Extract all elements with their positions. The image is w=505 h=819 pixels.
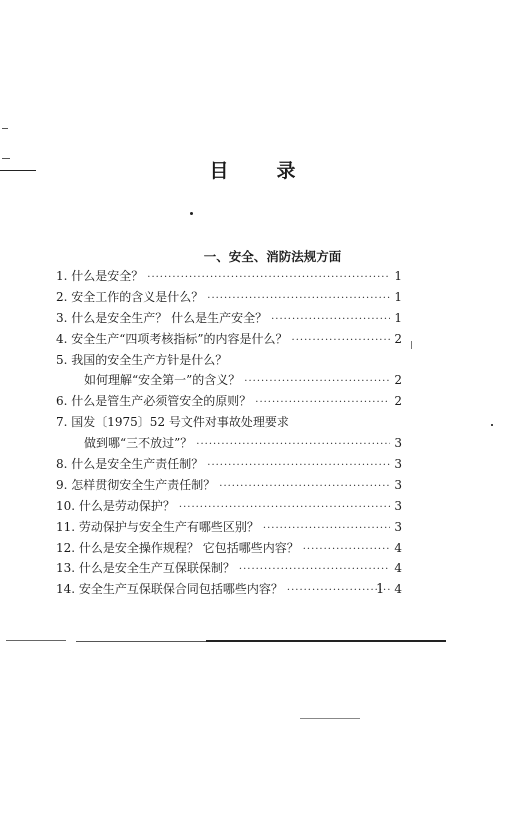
toc-entry[interactable] [56, 287, 402, 308]
toc-entry-page: 2 [394, 394, 402, 409]
toc-entry-page: 3 [394, 519, 402, 534]
toc-entry-page: 1 [394, 289, 402, 304]
toc-entry-label: 12. 什么是安全操作规程？ 它包括哪些内容？ [56, 540, 299, 555]
dot-leader [207, 456, 390, 477]
dot-leader [292, 331, 390, 352]
toc-entry-page: 4 [394, 540, 402, 555]
page-title-char-1: 目 [209, 160, 229, 182]
dot-leader [179, 498, 390, 519]
toc-entry-page: 1 [394, 269, 402, 283]
toc-entry-label: 5. 我国的安全生产方针是什么？ [56, 352, 228, 367]
dot-leader [196, 435, 390, 456]
toc-entry[interactable] [56, 412, 402, 433]
toc-entry[interactable] [56, 266, 402, 287]
scan-rule-1 [6, 640, 66, 641]
dot-leader [303, 540, 390, 561]
toc-entry[interactable] [56, 579, 402, 600]
dot-leader [271, 310, 390, 331]
page-number: 1 [376, 582, 385, 597]
scan-mark-right-2 [491, 424, 493, 426]
scan-rule-3 [206, 640, 446, 642]
toc-entry[interactable] [56, 308, 402, 329]
toc-entry-label: 做到哪“三不放过”？ [84, 436, 193, 451]
dot-leader [263, 519, 390, 540]
toc-entry[interactable] [56, 454, 402, 475]
toc-entry[interactable] [56, 350, 402, 371]
toc-entry[interactable] [56, 538, 402, 559]
toc-entry-page: 4 [394, 582, 402, 597]
toc-entry-page: 3 [394, 457, 402, 472]
scan-dot [190, 212, 193, 215]
dot-leader [239, 560, 390, 581]
page-title [0, 156, 505, 183]
toc-entry-label: 8. 什么是安全生产责任制？ [56, 457, 204, 472]
toc-entry-label: 4. 安全生产“四项考核指标”的内容是什么？ [56, 331, 288, 346]
dot-leader [207, 289, 390, 310]
toc-entry-continuation[interactable] [56, 370, 402, 391]
toc-entry-page: 3 [394, 436, 402, 451]
toc-entry[interactable] [56, 517, 402, 538]
toc-entry-label: 3. 什么是安全生产？ 什么是生产安全？ [56, 310, 268, 325]
dot-leader [219, 477, 390, 498]
dot-leader [147, 268, 390, 289]
toc-entry-label: 13. 什么是安全生产互保联保制？ [56, 561, 235, 576]
page-title-char-2: 录 [276, 160, 296, 182]
dot-leader [287, 581, 390, 602]
scan-rule-2 [76, 641, 206, 642]
toc-entry[interactable] [56, 496, 402, 517]
toc-entry-label: 9. 怎样贯彻安全生产责任制？ [56, 477, 216, 492]
toc-entry[interactable] [56, 558, 402, 579]
toc-entry-label: 10. 什么是劳动保护？ [56, 498, 175, 513]
scan-mark-left-1 [2, 128, 8, 129]
toc-entry-page: 3 [394, 498, 402, 513]
dot-leader [255, 393, 390, 414]
toc-entry-label: 7. 国发〔1975〕52 号文件对事故处理要求 [56, 415, 289, 430]
toc-entry-label: 6. 什么是管生产必须管安全的原则？ [56, 394, 252, 409]
toc-entry-continuation[interactable] [56, 433, 402, 454]
toc-entry[interactable] [56, 391, 402, 412]
toc-entry-page: 2 [394, 373, 402, 388]
toc-entry-label: 如何理解“安全第一”的含义？ [84, 373, 241, 388]
scan-rule-4 [300, 718, 360, 719]
toc-entry-label: 1. 什么是安全？ [56, 269, 144, 283]
toc-entry[interactable] [56, 475, 402, 496]
toc-entry-page: 4 [394, 561, 402, 576]
toc-entry-page: 3 [394, 477, 402, 492]
dot-leader [244, 372, 390, 393]
scan-mark-right [411, 341, 412, 349]
table-of-contents [56, 266, 402, 600]
toc-entry-label: 2. 安全工作的含义是什么？ [56, 289, 204, 304]
toc-entry-label: 14. 安全生产互保联保合同包括哪些内容？ [56, 582, 283, 597]
toc-entry[interactable] [56, 329, 402, 350]
toc-entry-page: 1 [394, 310, 402, 325]
toc-entry-page: 2 [394, 331, 402, 346]
toc-entry-label: 11. 劳动保护与安全生产有哪些区别？ [56, 519, 259, 534]
section-heading: 一、安全、消防法规方面 [203, 249, 342, 264]
